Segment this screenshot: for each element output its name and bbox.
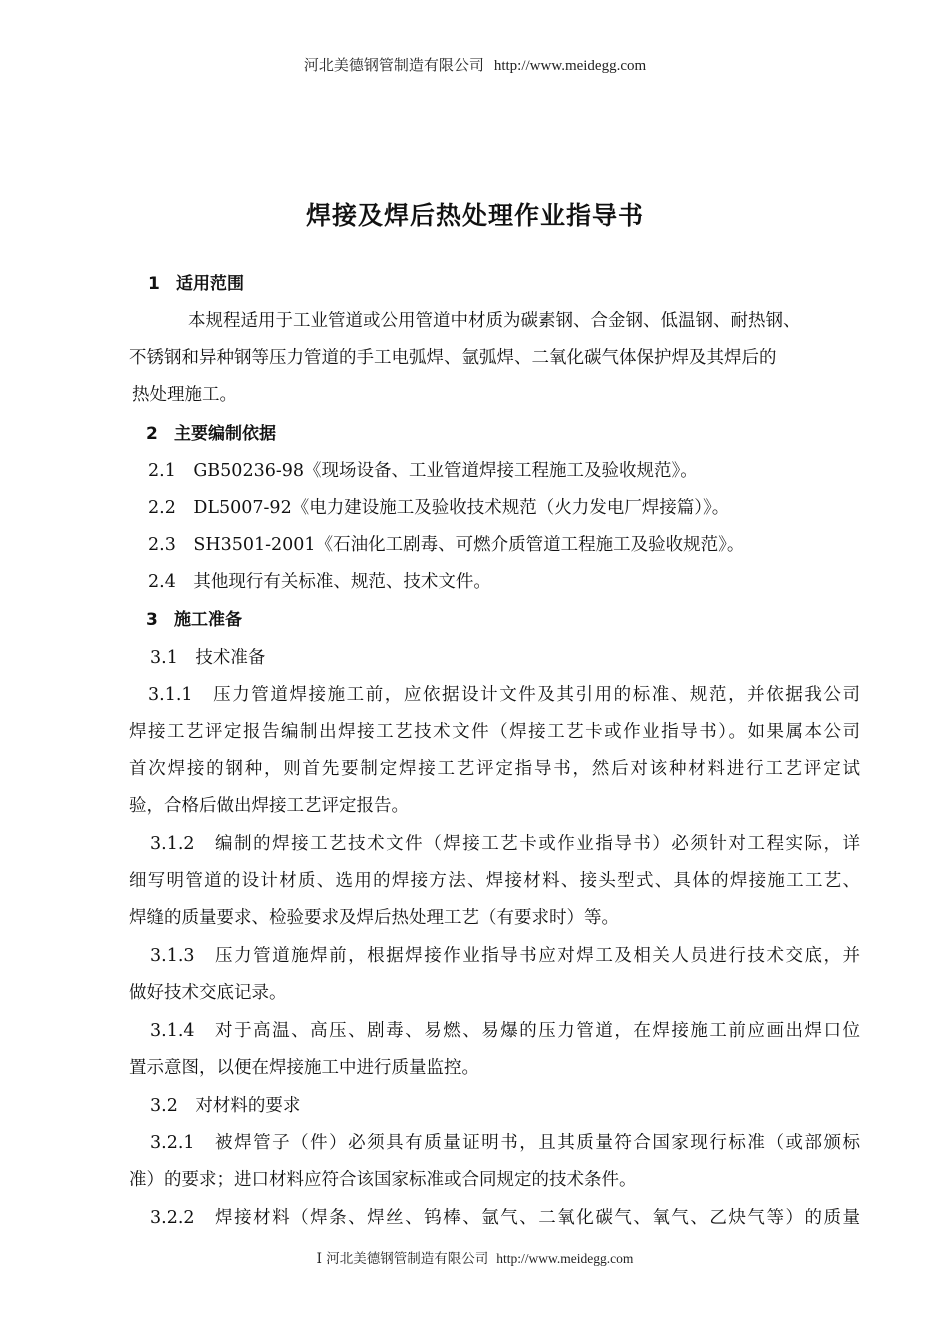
header-url[interactable]: http://www.meidegg.com (493, 58, 647, 74)
paragraph-line: 3.1.2 编制的焊接工艺技术文件（焊接工艺卡或作业指导书）必须针对工程实际，详 (150, 834, 860, 854)
page-number: I (316, 1251, 322, 1267)
section-title: 适用范围 (176, 274, 244, 294)
subsection-heading: 3.1 技术准备 (150, 648, 266, 668)
paragraph-line: 不锈钢和异种钢等压力管道的手工电弧焊、氩弧焊、二氧化碳气体保护焊及其焊后的 (129, 348, 777, 368)
section-3-heading (146, 606, 242, 634)
paragraph-line: 验，合格后做出焊接工艺评定报告。 (129, 796, 409, 816)
page-header (0, 54, 950, 75)
footer-url[interactable]: http://www.meidegg.com (496, 1251, 634, 1266)
paragraph-line: 细写明管道的设计材质、选用的焊接方法、焊接材料、接头型式、具体的焊接施工工艺、 (129, 871, 860, 891)
paragraph-line: 置示意图，以便在焊接施工中进行质量监控。 (129, 1058, 479, 1078)
section-title: 施工准备 (174, 610, 242, 630)
page-footer (0, 1247, 950, 1267)
paragraph-line: 焊接工艺评定报告编制出焊接工艺技术文件（焊接工艺卡或作业指导书）。如果属本公司 (129, 722, 860, 742)
paragraph-line: 热处理施工。 (132, 385, 237, 405)
paragraph-line: 3.1.1 压力管道焊接施工前，应依据设计文件及其引用的标准、规范，并依据我公司 (148, 685, 860, 705)
paragraph-line: 焊缝的质量要求、检验要求及焊后热处理工艺（有要求时）等。 (129, 908, 619, 928)
section-title: 主要编制依据 (174, 424, 276, 444)
paragraph-line: 本规程适用于工业管道或公用管道中材质为碳素钢、合金钢、低温钢、耐热钢、 (188, 311, 801, 331)
paragraph-line: 3.2.1 被焊管子（件）必须具有质量证明书，且其质量符合国家现行标准（或部颁标 (150, 1133, 860, 1153)
reference-item: 2.4 其他现行有关标准、规范、技术文件。 (148, 572, 491, 592)
header-company: 河北美德钢管制造有限公司 (303, 56, 484, 74)
section-number: 3 (146, 610, 158, 630)
reference-item: 2.1 GB50236-98《现场设备、工业管道焊接工程施工及验收规范》。 (148, 461, 698, 481)
reference-item: 2.3 SH3501-2001《石油化工剧毒、可燃介质管道工程施工及验收规范》。 (148, 535, 745, 555)
section-2-heading (146, 420, 276, 448)
paragraph-line: 3.1.3 压力管道施焊前，根据焊接作业指导书应对焊工及相关人员进行技术交底，并 (150, 946, 860, 966)
section-1-heading (148, 270, 244, 298)
paragraph-line: 3.1.4 对于高温、高压、剧毒、易燃、易爆的压力管道，在焊接施工前应画出焊口位 (150, 1021, 860, 1041)
reference-item: 2.2 DL5007-92《电力建设施工及验收技术规范（火力发电厂焊接篇）》。 (148, 498, 730, 518)
paragraph-line: 准）的要求；进口材料应符合该国家标准或合同规定的技术条件。 (129, 1170, 637, 1190)
paragraph-line: 3.2.2 焊接材料（焊条、焊丝、钨棒、氩气、二氧化碳气、氧气、乙炔气等）的质量 (150, 1208, 860, 1228)
section-number: 2 (146, 424, 158, 444)
footer-company: 河北美德钢管制造有限公司 (326, 1251, 489, 1267)
section-number: 1 (148, 274, 160, 294)
subsection-heading: 3.2 对材料的要求 (150, 1096, 301, 1116)
paragraph-line: 做好技术交底记录。 (129, 983, 287, 1003)
paragraph-line: 首次焊接的钢种，则首先要制定焊接工艺评定指导书，然后对该种材料进行工艺评定试 (129, 759, 860, 779)
document-title: 焊接及焊后热处理作业指导书 (305, 201, 644, 230)
